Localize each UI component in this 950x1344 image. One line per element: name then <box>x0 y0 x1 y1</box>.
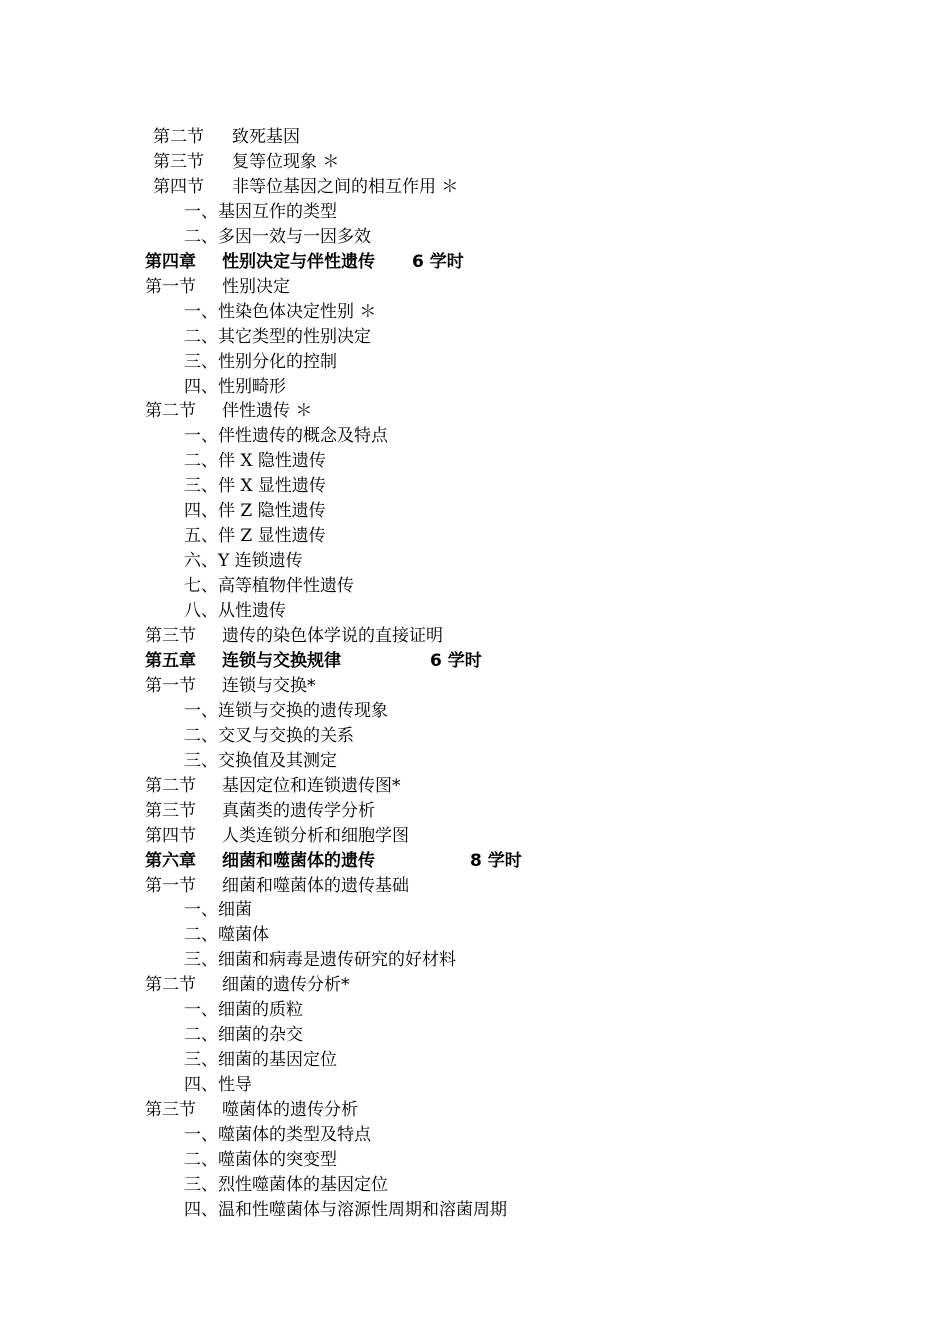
section-title: 噬菌体的遗传分析 <box>222 1100 358 1121</box>
section-title: 真菌类的遗传学分析 <box>222 800 375 821</box>
section-label: 第二节 <box>145 775 196 796</box>
section-title: 复等位现象 ＊ <box>232 151 340 172</box>
item-text: 一、伴性遗传的概念及特点 <box>184 426 388 447</box>
section-label: 第二节 <box>153 127 204 147</box>
chapter-hours: 8 学时 <box>470 850 522 871</box>
chapter-label: 第六章 <box>145 850 196 871</box>
item-text: 二、噬菌体 <box>184 925 269 946</box>
item-text: 三、伴 X 显性遗传 <box>184 476 326 497</box>
section-label: 第二节 <box>145 975 196 996</box>
section-title: 细菌的遗传分析* <box>222 975 350 996</box>
chapter-title: 连锁与交换规律 <box>222 650 341 671</box>
section-title: 细菌和噬菌体的遗传基础 <box>222 875 409 896</box>
item-text: 一、噬菌体的类型及特点 <box>184 1125 371 1145</box>
section-title: 基因定位和连锁遗传图* <box>222 775 401 796</box>
section-label: 第一节 <box>145 276 196 297</box>
item-text: 一、细菌的质粒 <box>184 1000 303 1021</box>
item-text: 三、细菌和病毒是遗传研究的好材料 <box>184 950 456 971</box>
section-label: 第一节 <box>145 875 196 896</box>
section-label: 第二节 <box>145 401 196 422</box>
chapter-label: 第五章 <box>145 650 196 671</box>
item-text: 四、性导 <box>184 1075 252 1096</box>
chapter-label: 第四章 <box>145 251 196 272</box>
section-title: 性别决定 <box>222 276 290 297</box>
item-text: 五、伴 Z 显性遗传 <box>184 526 326 547</box>
item-text: 七、高等植物伴性遗传 <box>184 576 354 597</box>
section-title: 致死基因 <box>232 127 300 147</box>
item-text: 一、细菌 <box>184 900 252 921</box>
item-text: 三、交换值及其测定 <box>184 750 337 771</box>
item-text: 二、伴 X 隐性遗传 <box>184 451 326 472</box>
item-text: 八、从性遗传 <box>184 601 286 622</box>
section-label: 第四节 <box>145 825 196 846</box>
item-text: 二、细菌的杂交 <box>184 1025 303 1046</box>
item-text: 二、多因一效与一因多效 <box>184 226 371 247</box>
item-text: 四、温和性噬菌体与溶源性周期和溶菌周期 <box>184 1199 507 1220</box>
item-text: 一、连锁与交换的遗传现象 <box>184 700 388 721</box>
item-text: 三、细菌的基因定位 <box>184 1050 337 1071</box>
chapter-title: 性别决定与伴性遗传 <box>222 251 375 272</box>
section-label: 第三节 <box>145 626 196 646</box>
chapter-hours: 6 学时 <box>412 251 464 272</box>
item-text: 一、性染色体决定性别 ＊ <box>184 301 377 322</box>
section-title: 连锁与交换* <box>222 675 316 696</box>
section-label: 第三节 <box>153 151 204 172</box>
section-title: 伴性遗传 ＊ <box>222 401 313 422</box>
item-text: 一、基因互作的类型 <box>184 201 337 222</box>
item-text: 三、性别分化的控制 <box>184 351 337 372</box>
item-text: 六、Y 连锁遗传 <box>184 551 303 572</box>
item-text: 二、交叉与交换的关系 <box>184 725 354 746</box>
section-title: 非等位基因之间的相互作用 ＊ <box>232 176 459 197</box>
item-text: 二、其它类型的性别决定 <box>184 326 371 347</box>
chapter-hours: 6 学时 <box>430 650 482 671</box>
item-text: 四、伴 Z 隐性遗传 <box>184 501 326 522</box>
section-label: 第一节 <box>145 675 196 696</box>
section-label: 第四节 <box>153 176 204 197</box>
section-label: 第三节 <box>145 1100 196 1121</box>
item-text: 三、烈性噬菌体的基因定位 <box>184 1174 388 1195</box>
chapter-title: 细菌和噬菌体的遗传 <box>222 850 375 871</box>
section-label: 第三节 <box>145 800 196 821</box>
item-text: 二、噬菌体的突变型 <box>184 1149 337 1170</box>
section-title: 遗传的染色体学说的直接证明 <box>222 626 443 646</box>
section-title: 人类连锁分析和细胞学图 <box>222 825 409 846</box>
item-text: 四、性别畸形 <box>184 376 286 397</box>
